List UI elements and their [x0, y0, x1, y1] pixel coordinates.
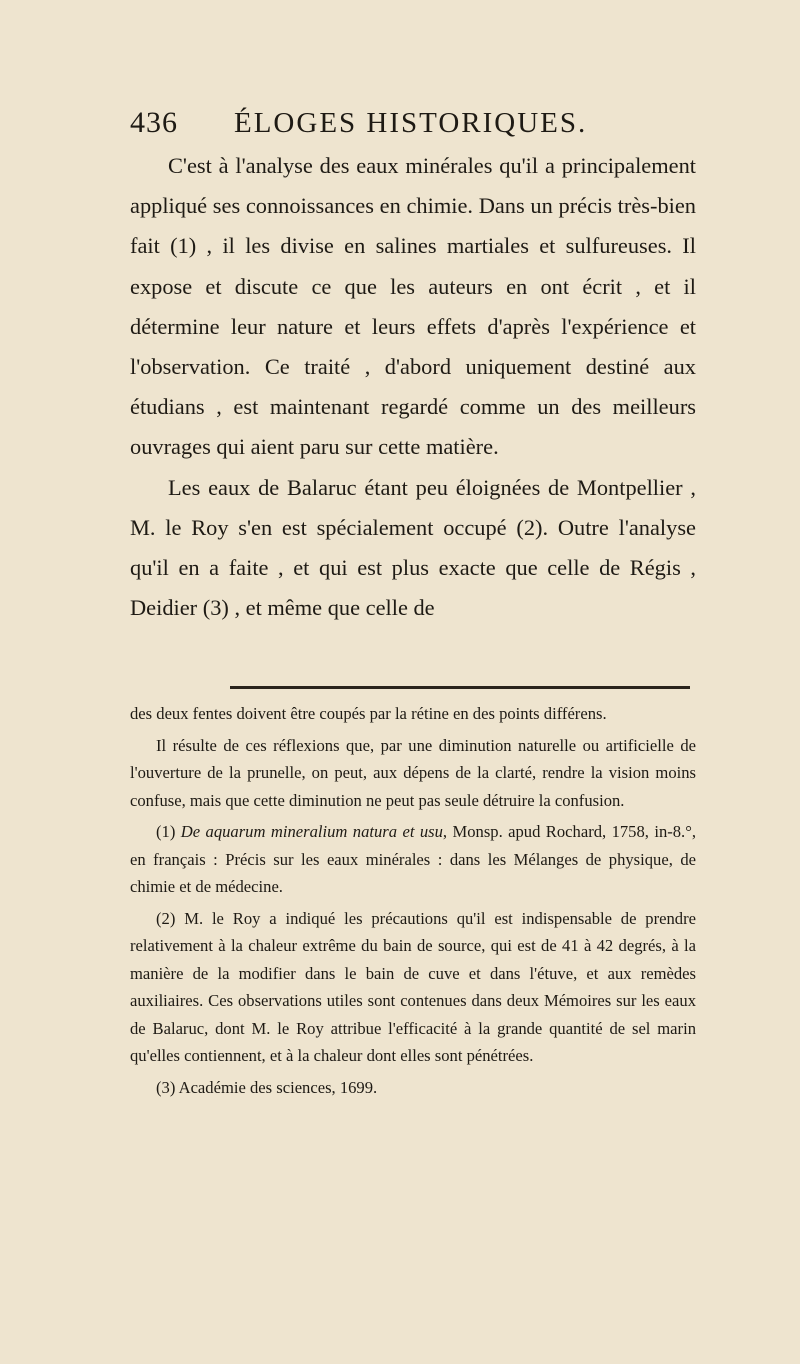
- footnote-continuation: des deux fentes doivent être coupés par la rétine en des points différens.: [130, 704, 607, 723]
- footnote-1: [130, 818, 696, 901]
- paragraph: C'est à l'analyse des eaux minérales qu'il a principalement appliqué ses connoissances en chimie. Dans un précis très-bien fait (1) , il les divise en salines martiales et sulfureuses. Il expose et discute ce que les auteurs en ont écrit , et il détermine leur nature et leurs effets d'après l'expérience et l'observation. Ce traité , d'abord uniquement destiné aux étudians , est maintenant regardé comme un des meilleurs ouvrages qui aient paru sur cette matière.: [130, 153, 696, 460]
- paragraph: Les eaux de Balaruc étant peu éloignées de Montpellier , M. le Roy s'en est spécialement occupé (2). Outre l'analyse qu'il en a faite , et qui est plus exacte que celle de Régis , Deidier (3) , et même que celle de: [130, 474, 696, 621]
- footnote-2: (2) M. le Roy a indiqué les précautions qu'il est indispensable de prendre relativement à la chaleur extrême du bain de source, qui est de 41 à 42 degrés, à la manière de la modifier dans le bain de cuve et dans l'étuve, et aux remèdes auxiliaires. Ces observations utiles sont contenues dans deux Mémoires sur les eaux de Balaruc, dont M. le Roy attribue l'efficacité à la grande quantité de sel marin qu'elles contiennent, et à la chaleur dont elles sont pénétrées.: [130, 908, 696, 1065]
- page-number: 436: [130, 106, 178, 139]
- main-text: [130, 146, 696, 628]
- running-title: ÉLOGES HISTORIQUES.: [234, 107, 588, 139]
- footnote-3: (3) Académie des sciences, 1699.: [156, 1077, 378, 1097]
- footnote-1-marker: (1): [156, 822, 181, 841]
- footnote-1-title: De aquarum mineralium natura et usu: [180, 822, 443, 841]
- footnote-divider: [230, 686, 690, 689]
- footnotes: [130, 700, 696, 1105]
- footnote-1-text: , Monsp. apud Rochard, 1758, in-8.°, en français : Précis sur les eaux minérales : dans les Mélanges de physique, de chimie et de médecine.: [130, 822, 696, 896]
- footnote-continuation-paragraph: Il résulte de ces réflexions que, par une diminution naturelle ou artificielle de l'ouverture de la prunelle, on peut, aux dépens de la clarté, rendre la vision moins confuse, mais que cette diminution ne peut pas seule détruire la confusion.: [130, 735, 696, 810]
